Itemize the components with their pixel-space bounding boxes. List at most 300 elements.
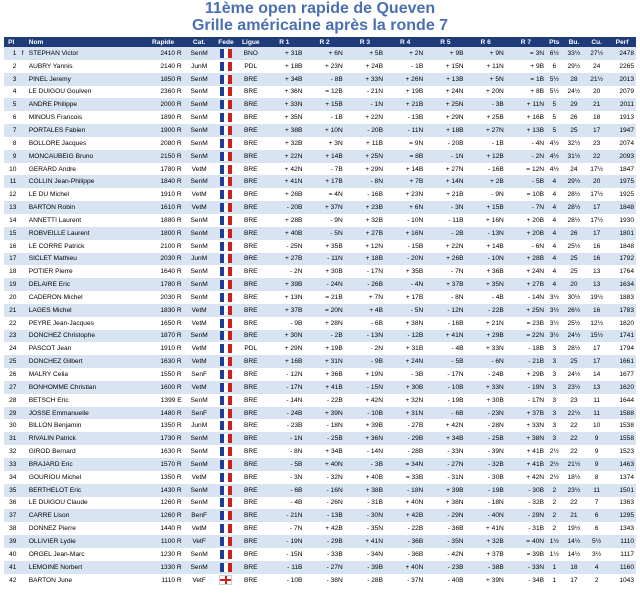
table-cell: PDL: [237, 60, 264, 73]
table-cell: 1117: [608, 548, 636, 561]
table-cell: SenM: [184, 111, 215, 124]
table-cell: LE DUIGOU Goulven: [27, 86, 143, 99]
france-flag-icon: [220, 152, 232, 161]
table-cell: + 37B: [264, 304, 304, 317]
table-cell: - 31B: [345, 497, 385, 510]
table-cell: 24: [4, 342, 18, 355]
table-cell: - 29N: [425, 509, 465, 522]
table-cell: 1430 R: [142, 484, 183, 497]
table-cell: - 2N: [506, 150, 546, 163]
table-row: [4, 201, 636, 214]
table-cell: [18, 330, 26, 343]
table-cell: 2360 R: [142, 86, 183, 99]
table-cell: + 29N: [264, 342, 304, 355]
table-cell: + 28N: [304, 317, 344, 330]
federation-flag-icon: [215, 330, 238, 343]
table-cell: [18, 368, 26, 381]
federation-flag-icon: [215, 407, 238, 420]
table-cell: LE DUIGOU Claude: [27, 497, 143, 510]
table-cell: 2140 R: [142, 60, 183, 73]
table-cell: 1913: [608, 111, 636, 124]
table-cell: 3: [546, 368, 563, 381]
table-cell: 1399 E: [142, 394, 183, 407]
table-cell: BNO: [237, 47, 264, 60]
table-row: [4, 150, 636, 163]
table-cell: 17: [585, 124, 608, 137]
table-cell: SenM: [184, 150, 215, 163]
table-cell: 10: [585, 419, 608, 432]
table-cell: + 38B: [264, 124, 304, 137]
table-cell: 1260 R: [142, 497, 183, 510]
table-cell: 1440 R: [142, 522, 183, 535]
table-cell: 1295: [608, 509, 636, 522]
column-header: Ligue: [237, 37, 264, 47]
table-cell: 15: [4, 227, 18, 240]
table-cell: 1783: [608, 304, 636, 317]
table-cell: SenM: [184, 240, 215, 253]
table-cell: 39: [4, 535, 18, 548]
table-cell: + 16N: [466, 214, 506, 227]
table-cell: + 35B: [304, 240, 344, 253]
table-row: [4, 47, 636, 60]
france-flag-icon: [220, 190, 232, 199]
table-cell: 1600 R: [142, 381, 183, 394]
table-cell: BOLLORE Jacques: [27, 137, 143, 150]
table-cell: + 41N: [345, 535, 385, 548]
table-cell: [18, 240, 26, 253]
table-cell: 31: [4, 432, 18, 445]
table-cell: 26: [563, 227, 586, 240]
table-cell: BARTON Robin: [27, 201, 143, 214]
table-cell: - 35N: [345, 522, 385, 535]
table-cell: 17: [563, 574, 586, 587]
federation-flag-icon: [215, 73, 238, 86]
table-cell: 18: [4, 265, 18, 278]
table-cell: + 35N: [264, 111, 304, 124]
table-cell: BRE: [237, 291, 264, 304]
table-cell: SICLET Mathieu: [27, 253, 143, 266]
table-cell: 1630 R: [142, 445, 183, 458]
federation-flag-icon: [215, 419, 238, 432]
table-cell: - 6N: [466, 355, 506, 368]
table-header-row: [4, 37, 636, 47]
table-cell: SenM: [184, 291, 215, 304]
table-cell: [18, 188, 26, 201]
table-cell: + 41N: [264, 175, 304, 188]
table-cell: = 4N: [304, 188, 344, 201]
table-cell: - 4B: [264, 497, 304, 510]
table-row: [4, 291, 636, 304]
table-cell: - 29N: [506, 509, 546, 522]
column-header: Nom: [27, 37, 143, 47]
table-cell: 25½: [563, 240, 586, 253]
table-cell: + 24N: [425, 86, 465, 99]
table-cell: 25: [563, 355, 586, 368]
table-cell: + 7B: [385, 175, 425, 188]
table-cell: - 33B: [304, 548, 344, 561]
table-cell: 6: [546, 60, 563, 73]
table-cell: + 30B: [466, 394, 506, 407]
table-cell: 1780 R: [142, 163, 183, 176]
france-flag-icon: [220, 139, 232, 148]
table-cell: - 1N: [425, 150, 465, 163]
table-cell: BILLON Benjamin: [27, 419, 143, 432]
table-row: [4, 432, 636, 445]
table-cell: 33½: [563, 47, 586, 60]
table-cell: + 28B: [506, 253, 546, 266]
column-header: R 7: [506, 37, 546, 47]
table-cell: 14½: [563, 535, 586, 548]
table-cell: + 39B: [425, 484, 465, 497]
table-cell: 2: [4, 60, 18, 73]
table-cell: - 7N: [425, 265, 465, 278]
table-row: [4, 342, 636, 355]
table-cell: - 10B: [264, 574, 304, 587]
table-cell: - 9B: [264, 317, 304, 330]
table-cell: + 26B: [264, 188, 304, 201]
table-cell: [18, 214, 26, 227]
table-cell: = 33B: [385, 471, 425, 484]
table-cell: 25: [4, 355, 18, 368]
table-cell: 40: [4, 548, 18, 561]
table-cell: [18, 522, 26, 535]
table-cell: + 14B: [385, 163, 425, 176]
table-cell: 2410 R: [142, 47, 183, 60]
table-cell: + 29N: [345, 163, 385, 176]
table-cell: - 32B: [466, 458, 506, 471]
table-cell: + 22N: [425, 240, 465, 253]
table-cell: BRE: [237, 214, 264, 227]
table-row: [4, 548, 636, 561]
table-cell: - 3N: [425, 201, 465, 214]
table-cell: 4: [585, 561, 608, 574]
table-cell: + 35N: [466, 278, 506, 291]
table-cell: - 5B: [506, 175, 546, 188]
table-cell: BRE: [237, 484, 264, 497]
page-header: [0, 0, 640, 37]
table-cell: - 23B: [264, 419, 304, 432]
france-flag-icon: [220, 409, 232, 418]
table-cell: 6: [585, 522, 608, 535]
table-cell: + 38N: [425, 497, 465, 510]
table-cell: - 40N: [466, 509, 506, 522]
table-cell: - 22B: [466, 304, 506, 317]
federation-flag-icon: [215, 214, 238, 227]
table-cell: 7: [585, 497, 608, 510]
table-cell: SenF: [184, 368, 215, 381]
table-cell: - 25B: [466, 432, 506, 445]
table-cell: BenF: [184, 509, 215, 522]
table-cell: - 27N: [304, 561, 344, 574]
table-cell: 6½: [546, 47, 563, 60]
table-cell: + 14N: [425, 175, 465, 188]
table-cell: SenM: [184, 124, 215, 137]
table-cell: 1610 R: [142, 201, 183, 214]
table-cell: 33: [4, 458, 18, 471]
table-cell: 2265: [608, 60, 636, 73]
federation-flag-icon: [215, 111, 238, 124]
table-cell: VetF: [184, 535, 215, 548]
table-cell: 1½: [546, 548, 563, 561]
france-flag-icon: [220, 434, 232, 443]
table-cell: 1840 R: [142, 175, 183, 188]
table-cell: + 16B: [506, 111, 546, 124]
table-cell: + 11N: [506, 98, 546, 111]
table-cell: BRE: [237, 432, 264, 445]
table-cell: BRE: [237, 73, 264, 86]
table-cell: - 7B: [304, 163, 344, 176]
table-cell: 27: [4, 381, 18, 394]
france-flag-icon: [220, 357, 232, 366]
column-header: R 1: [264, 37, 304, 47]
table-cell: BRE: [237, 522, 264, 535]
table-cell: SenM: [184, 548, 215, 561]
table-cell: 28: [563, 73, 586, 86]
table-cell: 3½: [546, 291, 563, 304]
table-cell: - 6B: [425, 407, 465, 420]
table-cell: 29: [563, 98, 586, 111]
table-cell: 25: [563, 253, 586, 266]
table-cell: LEMOINE Norbert: [27, 561, 143, 574]
table-cell: + 29B: [466, 330, 506, 343]
table-cell: + 25N: [506, 304, 546, 317]
table-cell: BRAJARD Eric: [27, 458, 143, 471]
table-cell: 1883: [608, 291, 636, 304]
table-cell: + 23B: [345, 201, 385, 214]
table-cell: = 9N: [385, 137, 425, 150]
table-cell: 17: [4, 253, 18, 266]
federation-flag-icon: [215, 381, 238, 394]
table-cell: + 13B: [425, 73, 465, 86]
table-cell: 16: [585, 240, 608, 253]
table-cell: - 13N: [466, 227, 506, 240]
table-cell: 20: [585, 175, 608, 188]
table-cell: 4½: [546, 137, 563, 150]
table-row: [4, 214, 636, 227]
table-cell: BRE: [237, 304, 264, 317]
table-cell: 22: [563, 432, 586, 445]
table-cell: - 17N: [345, 265, 385, 278]
table-cell: 4: [546, 214, 563, 227]
table-cell: - 6B: [345, 317, 385, 330]
table-cell: - 12N: [425, 304, 465, 317]
table-cell: 14: [585, 368, 608, 381]
table-cell: BRE: [237, 394, 264, 407]
table-cell: 6: [4, 111, 18, 124]
table-cell: + 15B: [304, 98, 344, 111]
table-cell: 25: [563, 265, 586, 278]
federation-flag-icon: [215, 355, 238, 368]
table-cell: [18, 291, 26, 304]
table-cell: - 8N: [264, 445, 304, 458]
table-cell: ANNETTI Laurent: [27, 214, 143, 227]
table-cell: + 40B: [345, 471, 385, 484]
table-cell: + 36B: [466, 265, 506, 278]
column-header: [18, 37, 26, 47]
table-cell: 18½: [563, 471, 586, 484]
table-cell: + 28B: [264, 214, 304, 227]
federation-flag-icon: [215, 265, 238, 278]
table-cell: 2½: [546, 445, 563, 458]
table-cell: 37: [4, 509, 18, 522]
table-cell: 23½: [563, 484, 586, 497]
table-row: [4, 419, 636, 432]
table-cell: SenM: [184, 432, 215, 445]
table-cell: - 42N: [425, 548, 465, 561]
table-cell: [18, 419, 26, 432]
table-cell: 12½: [585, 317, 608, 330]
table-cell: 22: [563, 445, 586, 458]
table-cell: + 25N: [345, 150, 385, 163]
table-cell: - 21N: [345, 86, 385, 99]
table-cell: - 34B: [506, 574, 546, 587]
federation-flag-icon: [215, 137, 238, 150]
table-cell: 10: [4, 163, 18, 176]
table-cell: + 14B: [466, 240, 506, 253]
table-cell: - 23N: [466, 407, 506, 420]
table-cell: + 17B: [385, 291, 425, 304]
table-cell: PORTALES Fabien: [27, 124, 143, 137]
table-cell: BRE: [237, 368, 264, 381]
table-cell: PINEL Jeremy: [27, 73, 143, 86]
table-cell: - 20B: [345, 124, 385, 137]
table-cell: + 39B: [345, 419, 385, 432]
table-cell: 9: [585, 458, 608, 471]
table-cell: + 38N: [385, 317, 425, 330]
table-cell: [18, 509, 26, 522]
table-cell: 4: [546, 278, 563, 291]
table-cell: = 12B: [304, 86, 344, 99]
table-cell: + 37B: [466, 548, 506, 561]
table-cell: 2100 R: [142, 240, 183, 253]
table-cell: + 42N: [264, 163, 304, 176]
table-cell: VetM: [184, 188, 215, 201]
table-cell: 3: [546, 342, 563, 355]
table-cell: - 10B: [425, 381, 465, 394]
federation-flag-icon: [215, 124, 238, 137]
france-flag-icon: [220, 216, 232, 225]
table-cell: BRE: [237, 163, 264, 176]
table-cell: + 42B: [304, 522, 344, 535]
table-cell: + 22N: [264, 150, 304, 163]
england-flag-icon: [219, 575, 232, 585]
table-row: [4, 381, 636, 394]
table-cell: MONCAUBEIG Bruno: [27, 150, 143, 163]
table-cell: CARRE Lison: [27, 509, 143, 522]
table-cell: PEYRE Jean-Jacques: [27, 317, 143, 330]
table-cell: - 36B: [385, 548, 425, 561]
table-cell: VetM: [184, 355, 215, 368]
table-cell: - 4B: [466, 291, 506, 304]
table-cell: BRE: [237, 330, 264, 343]
table-cell: 3: [546, 355, 563, 368]
table-cell: + 37N: [304, 201, 344, 214]
table-cell: 19½: [563, 522, 586, 535]
table-cell: - 2N: [264, 265, 304, 278]
table-cell: AUBRY Yannis: [27, 60, 143, 73]
table-cell: SenM: [184, 86, 215, 99]
table-cell: 3½: [546, 330, 563, 343]
table-cell: 4: [546, 175, 563, 188]
table-cell: [18, 317, 26, 330]
table-cell: 1550 R: [142, 368, 183, 381]
table-row: [4, 111, 636, 124]
table-row: [4, 407, 636, 420]
table-cell: 4: [546, 188, 563, 201]
table-cell: [18, 111, 26, 124]
table-cell: BRE: [237, 381, 264, 394]
table-cell: 11: [585, 484, 608, 497]
table-cell: - 31B: [506, 522, 546, 535]
table-cell: + 40N: [385, 497, 425, 510]
table-cell: 13: [4, 201, 18, 214]
table-cell: + 20B: [506, 214, 546, 227]
table-cell: - 15N: [345, 381, 385, 394]
table-cell: [18, 458, 26, 471]
france-flag-icon: [220, 75, 232, 84]
table-cell: + 19B: [304, 342, 344, 355]
table-cell: 32: [4, 445, 18, 458]
table-cell: OLLIVIER Lydie: [27, 535, 143, 548]
table-cell: + 2N: [385, 47, 425, 60]
table-cell: [18, 60, 26, 73]
column-header: Fede: [215, 37, 238, 47]
table-cell: DONNEZ Pierre: [27, 522, 143, 535]
table-cell: SenM: [184, 214, 215, 227]
table-cell: - 34N: [345, 548, 385, 561]
table-cell: + 13B: [506, 124, 546, 137]
table-cell: 2½: [546, 471, 563, 484]
table-cell: LE DU Michel: [27, 188, 143, 201]
table-cell: + 5N: [466, 73, 506, 86]
table-cell: BERTHELOT Eric: [27, 484, 143, 497]
table-cell: 1160: [608, 561, 636, 574]
table-cell: - 8N: [425, 291, 465, 304]
table-cell: 28½: [563, 214, 586, 227]
table-cell: + 29N: [425, 111, 465, 124]
table-body: [4, 47, 636, 586]
table-cell: - 18N: [466, 497, 506, 510]
table-row: [4, 561, 636, 574]
table-cell: 1620: [608, 381, 636, 394]
table-cell: LE CORRE Patrick: [27, 240, 143, 253]
table-cell: 21½: [563, 458, 586, 471]
table-cell: 1374: [608, 471, 636, 484]
table-cell: [18, 497, 26, 510]
table-cell: + 33N: [264, 98, 304, 111]
table-cell: 1930: [608, 214, 636, 227]
federation-flag-icon: [215, 522, 238, 535]
table-cell: 1523: [608, 445, 636, 458]
table-cell: 1644: [608, 394, 636, 407]
table-cell: + 18B: [425, 124, 465, 137]
table-cell: + 41B: [506, 458, 546, 471]
table-cell: 1043: [608, 574, 636, 587]
table-cell: 19½: [585, 291, 608, 304]
table-cell: - 39N: [466, 445, 506, 458]
table-cell: - 40B: [425, 574, 465, 587]
table-cell: + 30B: [385, 381, 425, 394]
table-cell: + 40N: [304, 458, 344, 471]
table-cell: + 2B: [466, 175, 506, 188]
table-cell: MINOUS Francois: [27, 111, 143, 124]
federation-flag-icon: [215, 342, 238, 355]
table-row: [4, 253, 636, 266]
table-cell: VetM: [184, 201, 215, 214]
column-header: Pl: [4, 37, 18, 47]
table-cell: 3½: [546, 304, 563, 317]
table-cell: - 20N: [385, 253, 425, 266]
